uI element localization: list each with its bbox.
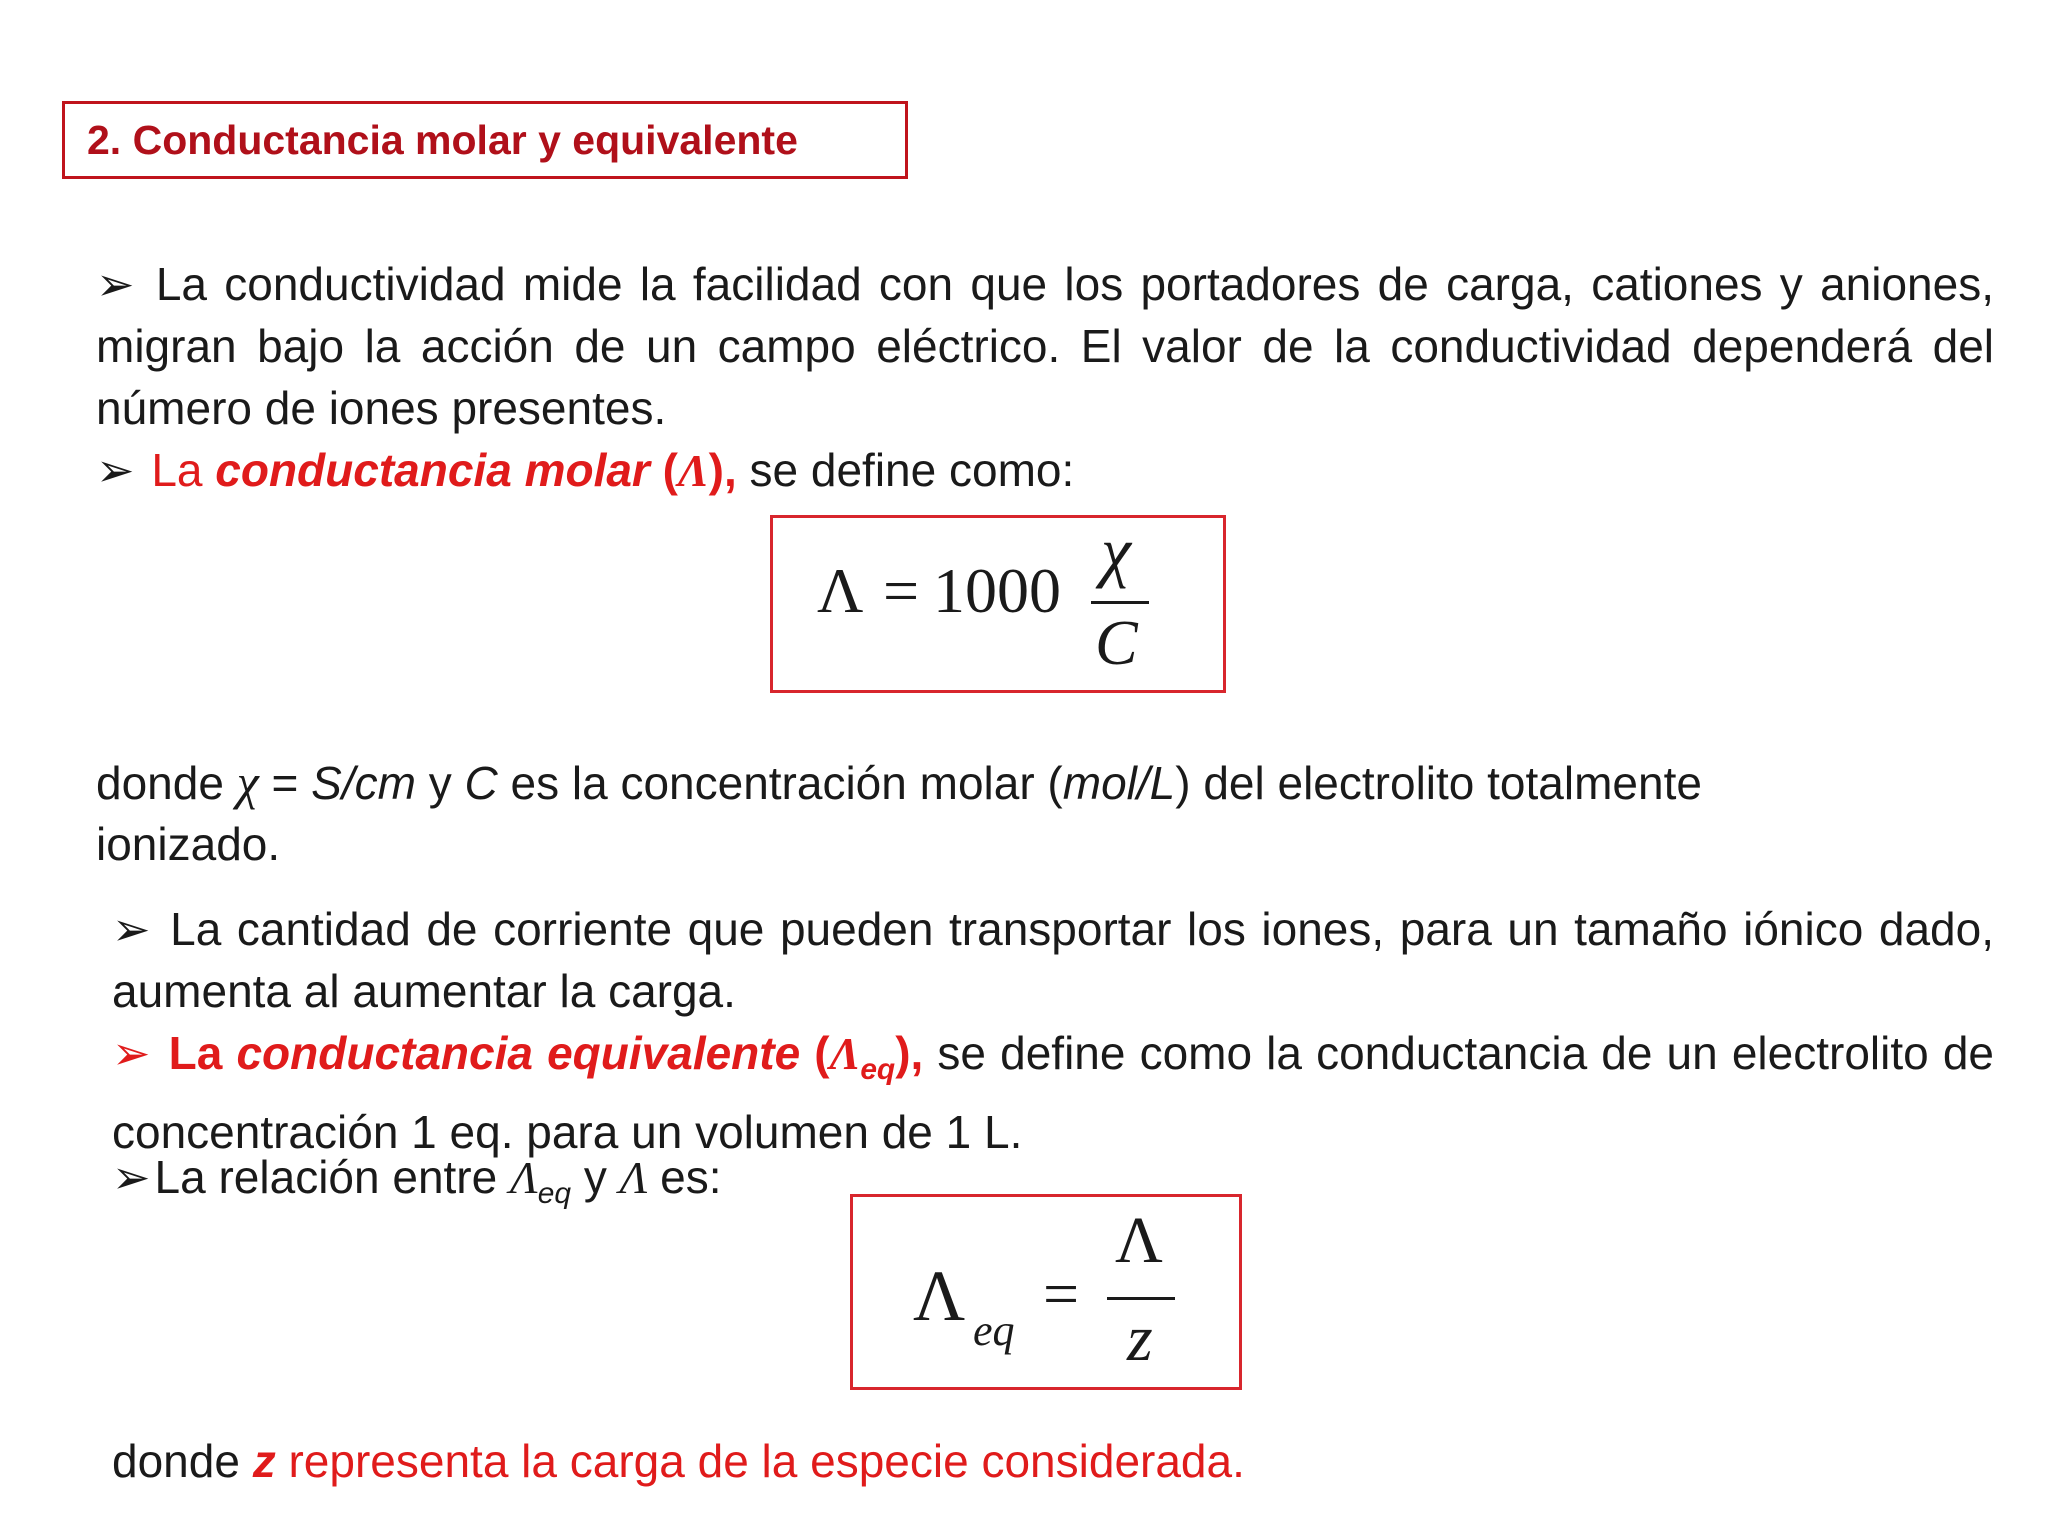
paragraph-cantidad-corriente — [112, 898, 1994, 1022]
bullet-arrow-icon: ➢ — [112, 1027, 151, 1079]
text-relacion: La relación entre — [154, 1151, 510, 1203]
text-se-define: se define como: — [736, 444, 1075, 496]
symbol-lambda-2: Λ — [619, 1152, 648, 1203]
paragraph-conductancia-molar — [96, 439, 1074, 502]
eq1-numerator: χ — [1101, 513, 1131, 589]
paren-open-eq: ( — [800, 1027, 830, 1079]
section-title-text: 2. Conductancia molar y equivalente — [87, 116, 798, 163]
eq1-fraction-bar — [1091, 601, 1149, 604]
paragraph-cantidad-corriente-text: La cantidad de corriente que pueden transportar los iones, para un tamaño iónico dado, aumenta al aumentar la carga. — [112, 903, 1994, 1017]
symbol-lambda-1: Λ — [510, 1152, 538, 1203]
term-conductancia-equivalente: conductancia equivalente — [236, 1027, 801, 1079]
paragraph-relacion — [112, 1146, 722, 1225]
eq2-lambda-subscript: eq — [973, 1306, 1015, 1355]
bullet-arrow-icon: ➢ — [96, 444, 135, 496]
eq1-equals: = — [883, 555, 920, 626]
symbol-lambda-eq: Λ — [829, 1028, 861, 1079]
term-conductancia-molar: conductancia molar — [215, 444, 650, 496]
paragraph-conductividad — [96, 253, 1994, 439]
symbol-c: C — [464, 757, 498, 809]
text-es: es: — [647, 1151, 722, 1203]
paragraph-donde-chi — [96, 751, 1702, 814]
bullet-arrow-icon: ➢ — [112, 903, 151, 955]
bullet-arrow-icon: ➢ — [112, 1151, 151, 1203]
text-donde-2: donde — [112, 1435, 253, 1487]
paren-close-eq: ), — [895, 1027, 924, 1079]
text-la: La — [151, 444, 216, 496]
symbol-z: z — [252, 1435, 276, 1487]
units-s-cm: S/cm — [311, 757, 416, 809]
paren-close: ), — [708, 444, 737, 496]
subscript-eq: eq — [860, 1053, 896, 1087]
eq1-lambda: Λ — [817, 555, 864, 626]
section-title — [62, 101, 908, 179]
symbol-lambda: Λ — [677, 445, 709, 496]
paren-open: ( — [649, 444, 678, 496]
units-mol-l: mol/L — [1062, 757, 1176, 809]
text-ionizado: ionizado. — [96, 818, 281, 870]
paragraph-conductancia-equivalente — [112, 1022, 1994, 1163]
text-representa-carga: representa la carga de la especie considerada. — [275, 1435, 1245, 1487]
symbol-chi: χ — [236, 754, 259, 810]
text-electrolito: ) del electrolito totalmente — [1175, 757, 1702, 809]
bullet-arrow-icon: ➢ — [96, 258, 135, 310]
eq2-lambda: Λ — [913, 1256, 966, 1336]
equation-equivalente-box — [850, 1194, 1242, 1390]
paragraph-conductividad-text: La conductividad mide la facilidad con que los portadores de carga, cationes y aniones, migran bajo la acción de un campo eléctrico. El valor de la conductividad dependerá del número de iones presentes. — [96, 258, 1994, 434]
text-definicion-equivalente: se define como la conductancia de un electrolito de concentración 1 eq. para un volumen de 1 L. — [112, 1027, 1994, 1159]
text-y: y — [415, 757, 465, 809]
eq2-equals: = — [1043, 1258, 1080, 1329]
text-equals: = — [258, 757, 312, 809]
eq2-fraction-bar — [1107, 1297, 1175, 1300]
text-y-2: y — [571, 1151, 620, 1203]
paragraph-donde-chi-cont — [96, 813, 280, 875]
text-la-eq: La — [168, 1027, 237, 1079]
eq1-coefficient: 1000 — [933, 555, 1061, 626]
text-donde: donde — [96, 757, 237, 809]
text-concentracion: es la concentración molar ( — [497, 757, 1063, 809]
equation-molar-box — [770, 515, 1226, 693]
eq1-denominator: C — [1095, 607, 1138, 678]
eq2-denominator: z — [1127, 1302, 1153, 1375]
eq2-numerator: Λ — [1115, 1204, 1163, 1277]
paragraph-donde-z — [112, 1430, 1245, 1492]
subscript-eq-1: eq — [537, 1177, 572, 1211]
